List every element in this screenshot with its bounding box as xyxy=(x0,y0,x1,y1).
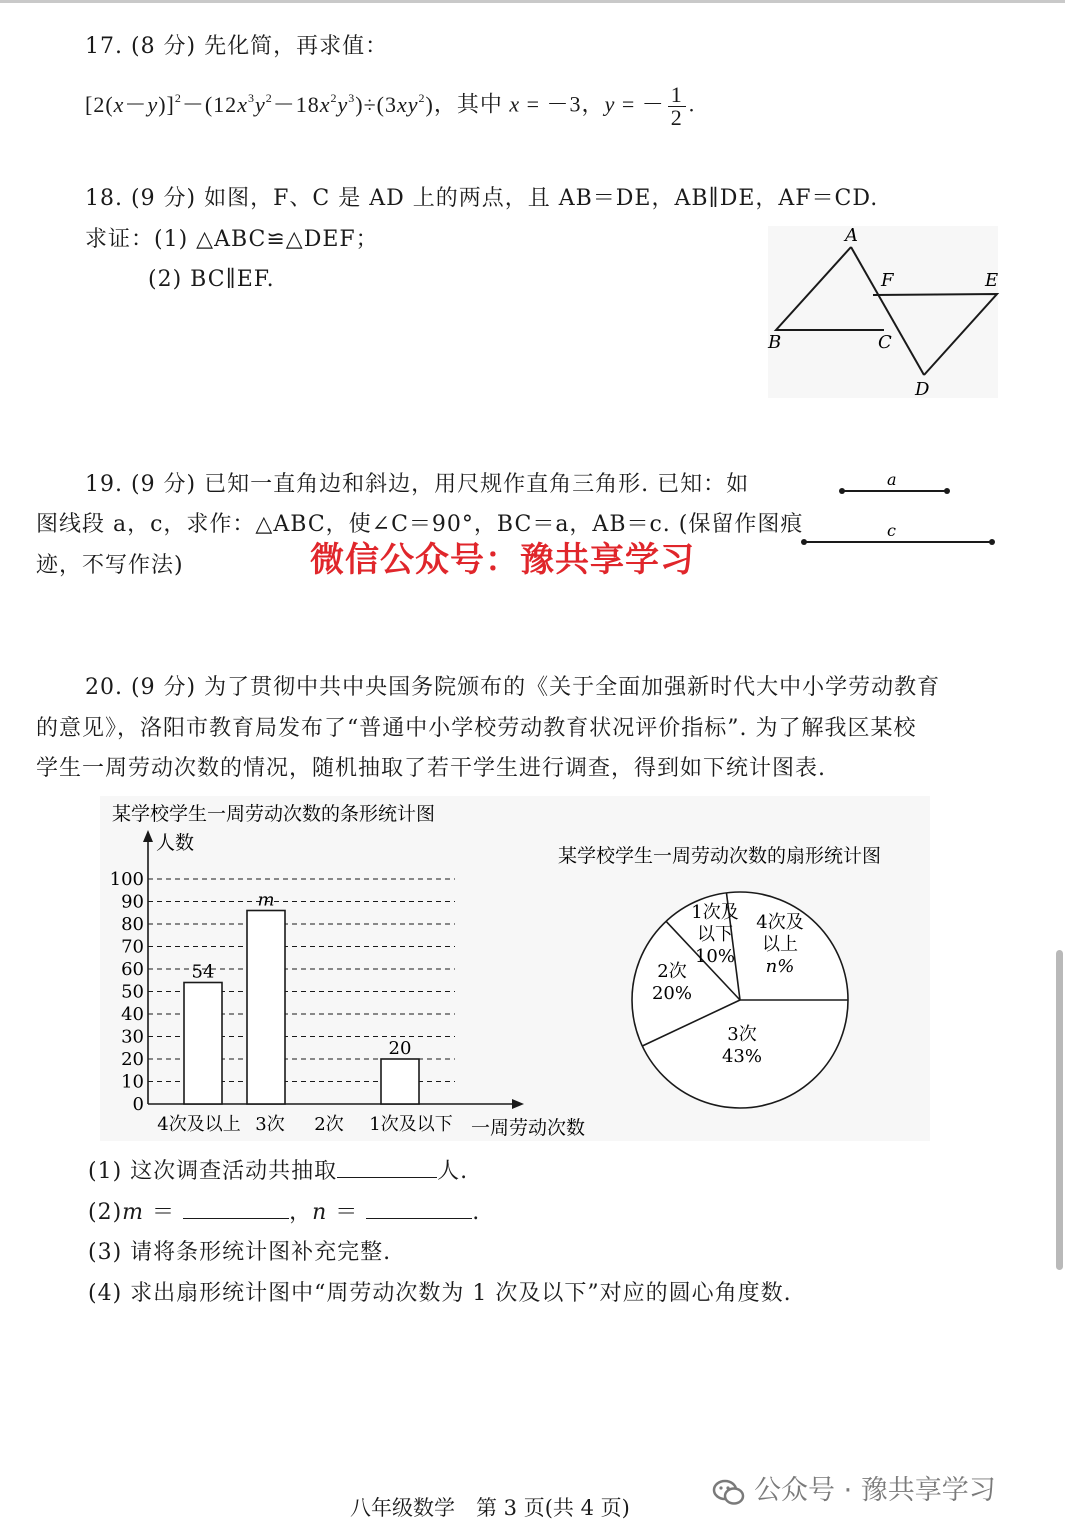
q20-sub2-label: (2) xyxy=(88,1200,123,1225)
q20-sub1-end: 人. xyxy=(437,1159,469,1184)
bar xyxy=(247,911,285,1105)
q20-sub1-text: (1) 这次调查活动共抽取 xyxy=(88,1159,338,1184)
q17-y-value: = － xyxy=(621,91,665,117)
bar xyxy=(184,983,222,1105)
label-c: C xyxy=(878,332,892,353)
q17-head: 17. (8 分) 先化简，再求值： xyxy=(85,34,389,59)
pie-slice-label: 2次 xyxy=(657,961,687,982)
gray-watermark xyxy=(712,1468,996,1507)
q20-sub2 xyxy=(88,1198,480,1228)
pie-slice-label: 4次及 xyxy=(756,912,804,933)
bar-data-label: 54 xyxy=(191,961,215,983)
label-b: B xyxy=(768,332,782,353)
y-tick-label: 20 xyxy=(121,1049,144,1070)
y-tick-label: 30 xyxy=(121,1026,144,1048)
q20-blank-total[interactable] xyxy=(337,1157,437,1178)
q19-segments xyxy=(798,470,1003,555)
q19-line1: 19. (9 分) 已知一直角边和斜边，用尺规作直角三角形. 已知：如 xyxy=(85,472,750,497)
x-category-label: 2次 xyxy=(314,1114,344,1135)
q20-sub3: (3) 请将条形统计图补充完整. xyxy=(88,1240,392,1265)
bar-chart-bars xyxy=(184,890,419,1105)
q17-fraction: $\frac{1}{2}$ xyxy=(668,84,686,129)
y-tick-label: 70 xyxy=(121,936,144,958)
q17-expression: $[2(x-y)]^2-(12x^3y^2-18x^2y^3)\div(3xy^2)$，其中 x = －3，y = － $\frac{1}{2}$ . xyxy=(85,82,696,130)
q20-line3: 学生一周劳动次数的情况，随机抽取了若干学生进行调查，得到如下统计图表. xyxy=(36,756,826,781)
x-category-label: 3次 xyxy=(255,1114,285,1135)
label-f: F xyxy=(881,270,894,291)
q19-line2: 图线段 a，c，求作：△ABC，使∠C＝90°，BC＝a，AB＝c. (保留作图痕 xyxy=(36,512,804,537)
bar xyxy=(381,1059,419,1104)
q20-blank-n[interactable] xyxy=(366,1198,472,1219)
q17-expr-tail: ，其中 xyxy=(433,91,503,117)
y-tick-label: 0 xyxy=(132,1094,144,1115)
pie-slice-label: 以下 xyxy=(697,924,733,945)
q20-m-var: m xyxy=(122,1200,145,1225)
bar-chart-ylabel: 人数 xyxy=(156,832,195,854)
gray-watermark-text: 公众号 · 豫共享学习 xyxy=(754,1475,996,1506)
pie-slice-label: 1次及 xyxy=(691,902,739,923)
q18-line1: 18. (9 分) 如图，F、C 是 AD 上的两点，且 AB＝DE，AB∥DE，AF＝CD. xyxy=(85,186,879,211)
segment-c-start xyxy=(801,539,807,545)
y-tick-label: 10 xyxy=(121,1071,144,1093)
q19-line3: 迹，不写作法) xyxy=(36,553,184,578)
triangle-abc xyxy=(776,247,884,330)
bar-chart-categories xyxy=(157,1114,452,1135)
scrollbar[interactable] xyxy=(1056,950,1063,1270)
segment-a-label: a xyxy=(887,470,897,489)
segment-c-end xyxy=(989,539,995,545)
y-tick-label: 90 xyxy=(121,891,144,913)
x-category-label: 4次及以上 xyxy=(157,1114,241,1135)
red-watermark: 微信公众号：豫共享学习 xyxy=(310,540,695,580)
bar-chart xyxy=(100,796,610,1141)
q20-n-eq: ＝ xyxy=(335,1200,359,1225)
q20-sub4: (4) 求出扇形统计图中“周劳动次数为 1 次及以下”对应的圆心角度数. xyxy=(88,1281,792,1306)
segment-c-label: c xyxy=(887,521,896,540)
y-tick-label: 40 xyxy=(121,1004,144,1025)
y-tick-label: 100 xyxy=(109,869,144,890)
pie-slice-value: 20% xyxy=(651,983,693,1004)
bar-chart-y-ticks xyxy=(110,869,144,1115)
top-border xyxy=(0,0,1065,3)
pie-slice-label: 3次 xyxy=(727,1024,757,1045)
pie-slice-value: 43% xyxy=(721,1046,763,1067)
bar-data-label: m xyxy=(257,889,275,911)
wechat-icon xyxy=(712,1478,746,1506)
y-tick-label: 60 xyxy=(121,959,144,980)
x-axis-arrow xyxy=(512,1099,524,1109)
q18-line2: 求证：(1) △ABC≌△DEF； xyxy=(85,227,379,252)
q20-sub2-end: . xyxy=(472,1200,481,1225)
x-category-label: 1次及以下 xyxy=(369,1114,453,1135)
y-axis-arrow xyxy=(143,830,153,842)
label-a: A xyxy=(845,225,858,246)
q20-sub1 xyxy=(88,1157,468,1187)
pie-chart xyxy=(540,830,940,1110)
q20-blank-m[interactable] xyxy=(183,1198,289,1219)
pie-slice-value: 10% xyxy=(694,946,736,967)
page-footer: 八年级数学 第 3 页(共 4 页) xyxy=(350,1496,630,1520)
segment-ad xyxy=(851,247,924,375)
label-d: D xyxy=(915,379,930,400)
label-e: E xyxy=(985,270,999,291)
bar-chart-title: 某学校学生一周劳动次数的条形统计图 xyxy=(112,803,436,825)
segment-a-end xyxy=(944,488,950,494)
pie-chart-title: 某学校学生一周劳动次数的扇形统计图 xyxy=(558,845,882,867)
q17-formula: $[2(x-y)]^2-(12x^3y^2-18x^2y^3)\div(3xy^2)$ xyxy=(85,90,434,117)
q20-line2: 的意见》，洛阳市教育局发布了“普通中小学校劳动教育状况评价指标”. 为了解我区某校 xyxy=(36,716,917,741)
y-tick-label: 50 xyxy=(121,981,144,1003)
bar-data-label: 20 xyxy=(388,1038,412,1059)
segment-a-start xyxy=(839,488,845,494)
pie-slice-value: n% xyxy=(765,956,795,977)
q18-line3: (2) BC∥EF. xyxy=(148,267,275,292)
q17-x-value: = －3， xyxy=(526,91,605,117)
q20-m-eq: ＝ xyxy=(152,1200,176,1225)
y-tick-label: 80 xyxy=(121,914,144,935)
pie-slice-label: 以上 xyxy=(762,934,798,955)
q20-line1: 20. (9 分) 为了贯彻中共中央国务院颁布的《关于全面加强新时代大中小学劳动教育 xyxy=(85,675,941,700)
q20-comma: ， xyxy=(289,1200,313,1225)
q18-geometry-figure xyxy=(760,220,1010,405)
q20-n-var: n xyxy=(312,1200,328,1225)
bar-chart-xlabel: 一周劳动次数 xyxy=(471,1117,586,1139)
